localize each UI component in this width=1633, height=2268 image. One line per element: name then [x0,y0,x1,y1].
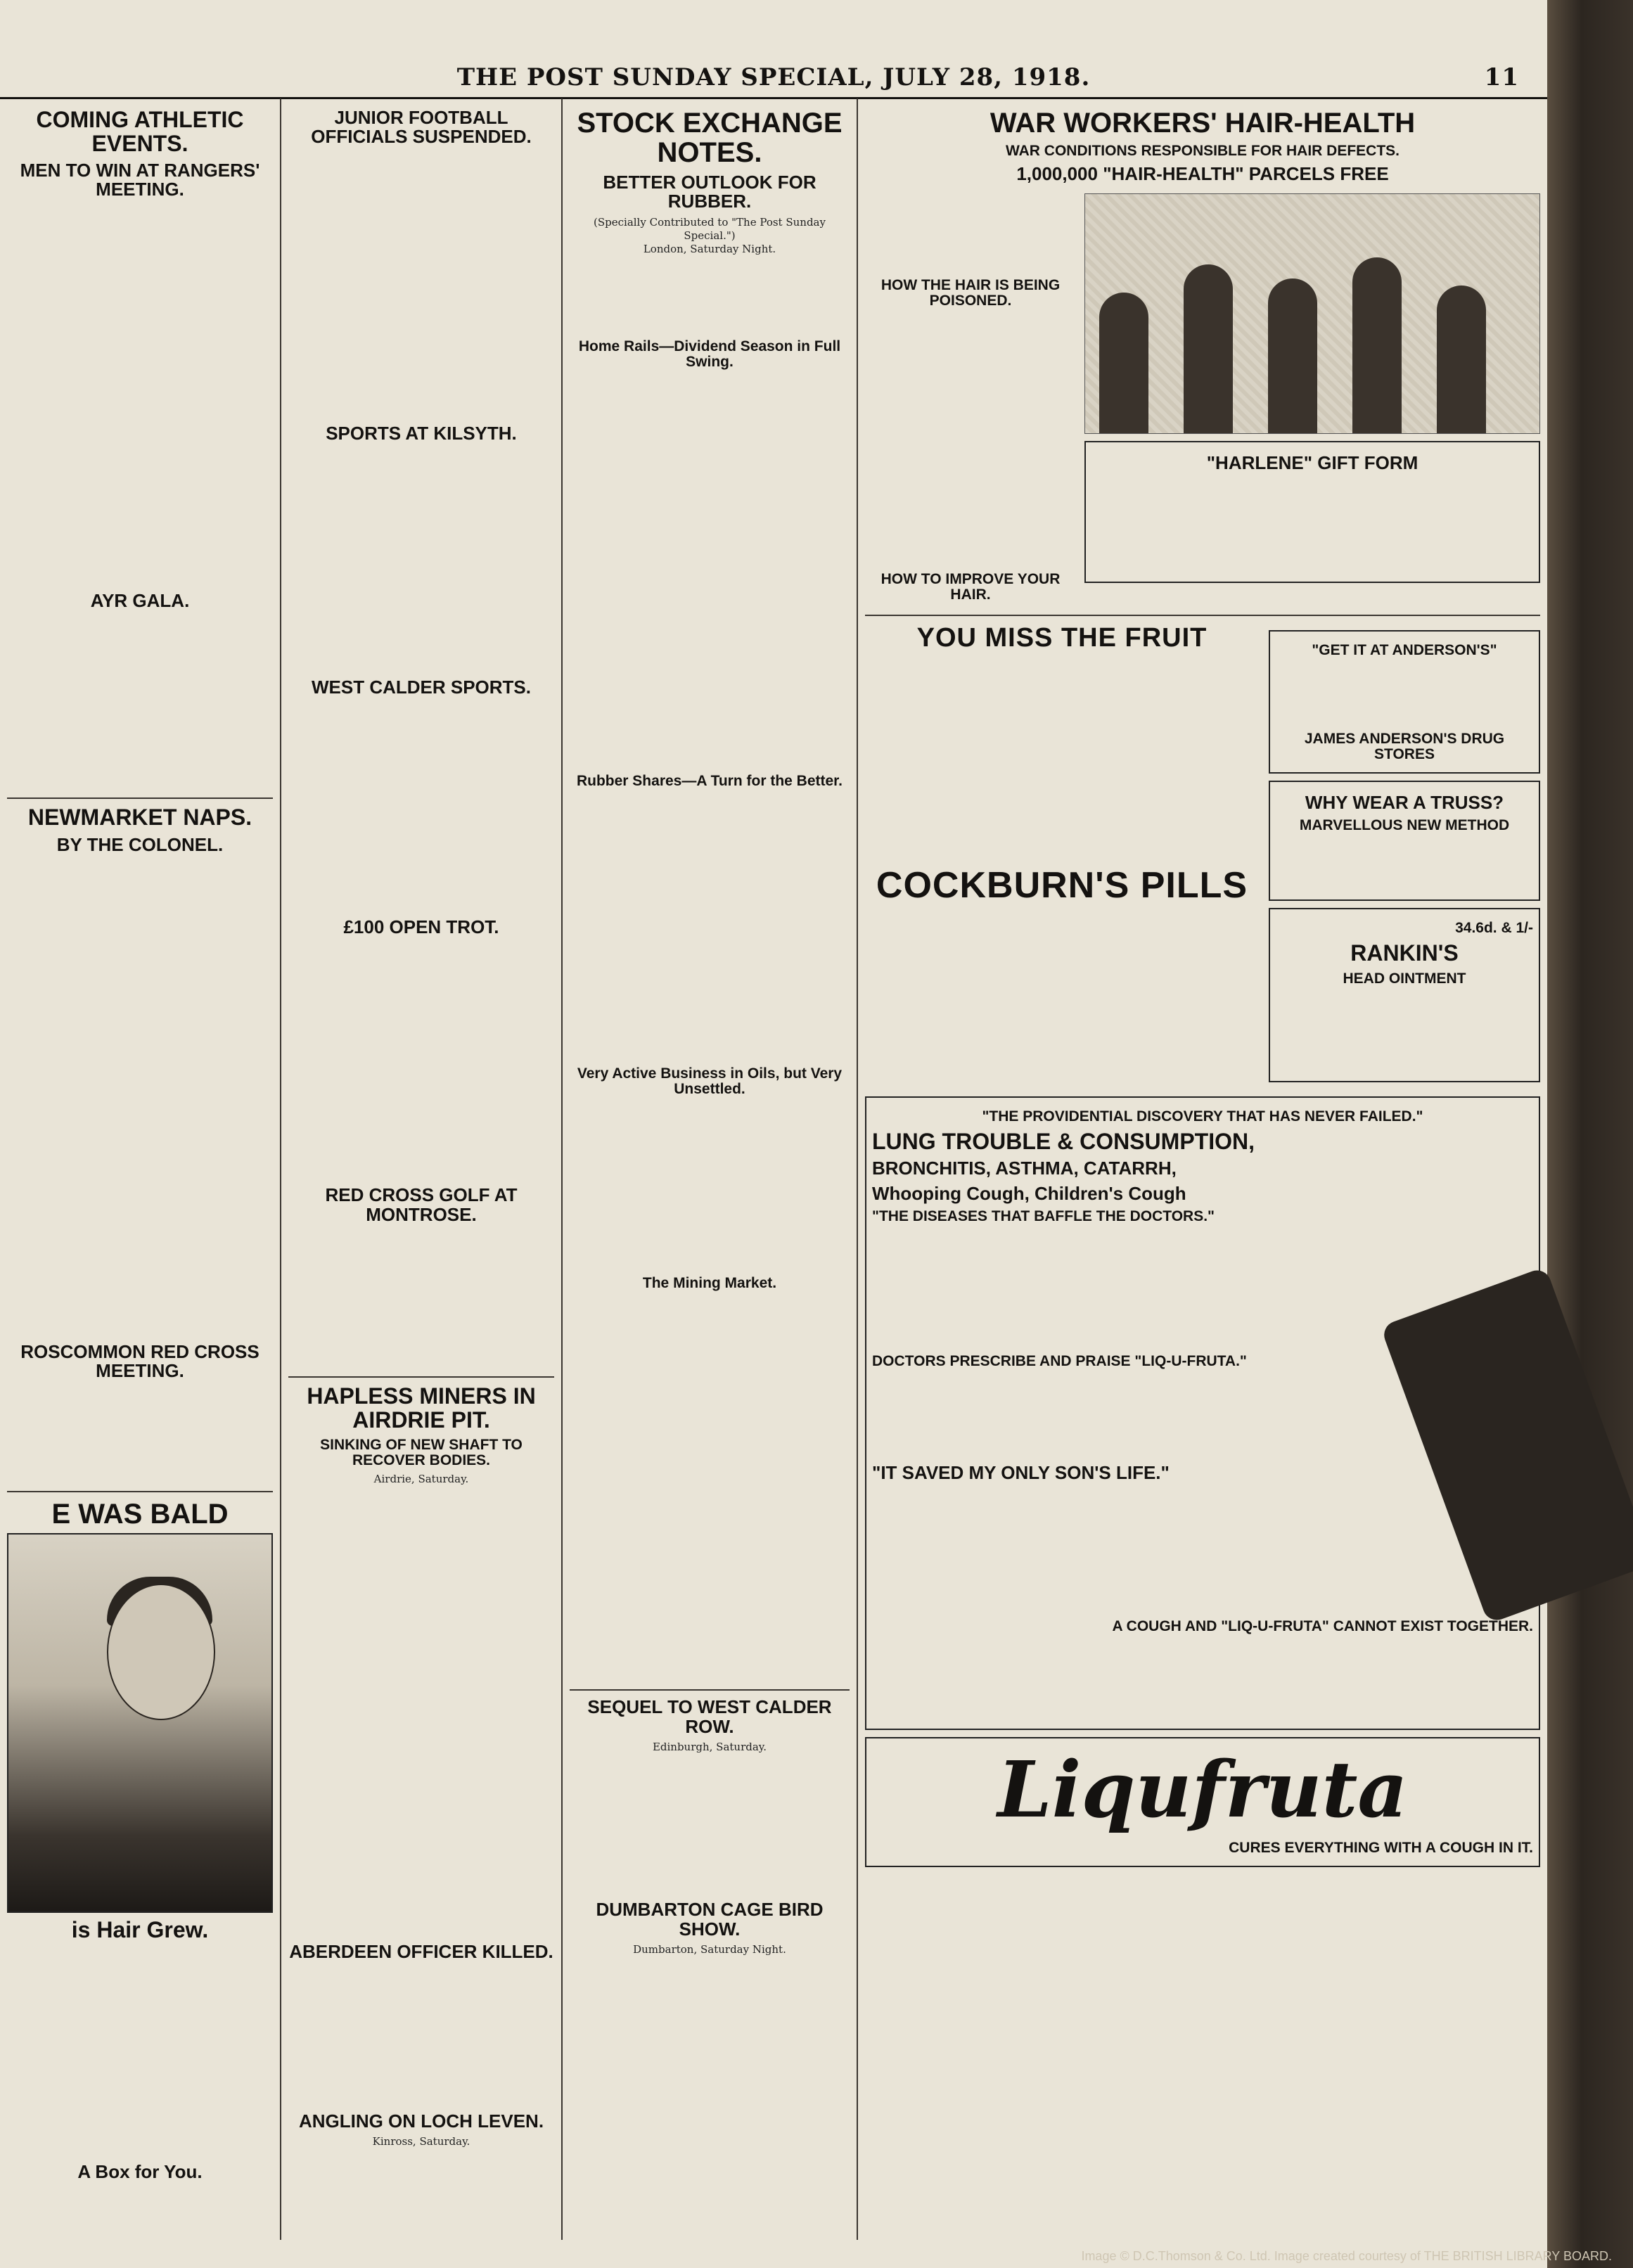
subhead-hair-poisoned: HOW THE HAIR IS BEING POISONED. [880,277,1061,309]
masthead [0,63,1547,99]
headline-open-trot: £100 OPEN TROT. [343,916,499,938]
article-text-area [865,313,1076,566]
headline-rangers-meeting: MEN TO WIN AT RANGERS' MEETING. [20,160,260,200]
divider [7,797,273,799]
article-text-area [288,151,554,418]
headline-box-for-you: A Box for You. [77,2161,203,2183]
headline-junior-football: JUNIOR FOOTBALL OFFICIALS SUSPENDED. [311,107,532,148]
ad-lung-saved-son: "IT SAVED MY ONLY SON'S LIFE." [872,1462,1170,1484]
lady-figure [1352,257,1402,433]
article-body [7,204,273,217]
headline-roscommon: ROSCOMMON RED CROSS MEETING. [20,1341,260,1382]
article-text-area [570,1754,850,1895]
subhead-rubber-shares: Rubber Shares—A Turn for the Better. [576,773,843,790]
portrait-face [107,1584,215,1720]
headline-hair-grew: is Hair Grew. [71,1916,209,1942]
ad-lung-sub3: "THE DISEASES THAT BAFFLE THE DOCTORS." [872,1207,1215,1224]
headline-sports-kilsyth: SPORTS AT KILSYTH. [326,422,517,444]
lady-figure [1184,264,1233,433]
ads-left [865,623,1259,1089]
byline: (Specially Contributed to "The Post Sunday Special.") [594,215,826,242]
ad-rankins [1269,908,1540,1082]
headline-athletic-events: COMING ATHLETIC EVENTS. [36,107,244,156]
article-text-area [288,1487,554,1937]
lady-figure [1268,278,1317,433]
headline-west-calder: WEST CALDER SPORTS. [311,676,531,698]
headline-west-calder-row: SEQUEL TO WEST CALDER ROW. [587,1696,832,1737]
image-credit: Image © D.C.Thomson & Co. Ltd. Image created courtesy of THE BRITISH LIBRARY BOARD. [1081,2249,1612,2263]
ad-hair-health-title: WAR WORKERS' HAIR-HEALTH [990,108,1416,139]
article-text-area [288,1229,554,1369]
ad-text-area [872,1487,1533,1613]
ad-miss-the-fruit: YOU MISS THE FRUIT [916,622,1208,653]
ad-lung-cough: A COUGH AND "LIQ-U-FRUTA" CANNOT EXIST TOGETHER. [1112,1618,1533,1635]
ad-text-area [1276,991,1533,1075]
ad-liqufruta [865,1737,1540,1867]
ad-rankins-sub: HEAD OINTMENT [1343,970,1466,987]
ad-truss-title: WHY WEAR A TRUSS? [1305,791,1504,813]
harlene-gift-form[interactable] [1084,441,1540,582]
article-text-area [7,1385,273,1484]
ad-andersons [1269,630,1540,774]
ad-truss-sub: MARVELLOUS NEW METHOD [1299,816,1510,833]
headline-stock-exchange: STOCK EXCHANGE NOTES. [577,108,843,168]
headline-hapless-miners: HAPLESS MINERS IN AIRDRIE PIT. [307,1383,536,1433]
ad-lung-doctors: DOCTORS PRESCRIBE AND PRAISE "LIQ-U-FRUTA." [872,1352,1247,1369]
headline-angling-loch-leven: ANGLING ON LOCH LEVEN. [298,2110,544,2132]
page-number: 11 [1484,63,1519,91]
column-1 [0,98,281,2240]
column-3 [563,98,858,2240]
ad-text-area [872,1639,1533,1723]
article-text-area [7,1946,273,2157]
ad-rankins-title: RANKIN'S [1350,940,1459,966]
form-text-area [1091,478,1533,576]
ad-liqufruta-logo: Liqufruta [997,1744,1408,1835]
ad-text-area [1276,838,1533,894]
dateline: Edinburgh, Saturday. [652,1741,767,1754]
ad-cockburns-pills: COCKBURN'S PILLS [876,864,1248,906]
dateline: Airdrie, Saturday. [373,1473,469,1486]
divider [288,1376,554,1378]
article-text-area [7,220,273,586]
ad-lung-title: LUNG TROUBLE & CONSUMPTION, [872,1128,1255,1154]
subhead-improve-hair: HOW TO IMPROVE YOUR HAIR. [880,571,1061,603]
article-text-area [288,447,554,672]
article-text-area [570,793,850,1061]
divider [865,615,1540,616]
lady-figure [1437,286,1486,433]
dateline: London, Saturday Night. [643,242,776,255]
article-text-area [7,859,273,1337]
headline-was-bald: E WAS BALD [51,1498,229,1530]
headline-red-cross-golf: RED CROSS GOLF AT MONTROSE. [325,1184,518,1225]
article-text-area [570,374,850,768]
article-text-area [570,1295,850,1682]
headline-by-the-colonel: BY THE COLONEL. [56,833,224,855]
ads-right [1269,623,1540,1089]
headline-sinking-shaft: SINKING OF NEW SHAFT TO RECOVER BODIES. [320,1437,523,1469]
dateline: Dumbarton, Saturday Night. [633,1942,786,1956]
ad-lung-sub1: BRONCHITIS, ASTHMA, CATARRH, [872,1158,1177,1179]
article-text-area [570,1101,850,1270]
subhead-mining-market: The Mining Market. [642,1275,777,1292]
headline-rubber-outlook: BETTER OUTLOOK FOR RUBBER. [603,172,816,212]
headline-newmarket-naps: NEWMARKET NAPS. [27,805,252,831]
lady-figure [1099,293,1148,433]
subhead-home-rails: Home Rails—Dividend Season in Full Swing. [578,338,841,371]
article-text-area [7,615,273,790]
ad-liqufruta-tagline: CURES EVERYTHING WITH A COUGH IN IT. [1229,1840,1533,1857]
subhead-oils: Very Active Business in Oils, but Very Unsettled. [577,1065,843,1098]
divider [7,1491,273,1492]
divider [570,1689,850,1691]
article-text-area [288,941,554,1180]
column-2 [281,98,563,2240]
ad-hair-health-parcels: 1,000,000 "HAIR-HEALTH" PARCELS FREE [1016,163,1389,185]
ad-text-area [865,653,1259,864]
hair-health-illustration-col [1084,188,1540,607]
article-text-area [288,701,554,912]
ad-andersons-title: "GET IT AT ANDERSON'S" [1312,641,1497,658]
ads-row [865,623,1540,1089]
masthead-title: THE POST SUNDAY SPECIAL, JULY 28, 1918. [456,63,1091,91]
dateline: Kinross, Saturday. [372,2135,470,2148]
ad-lung-sub2: Whooping Cough, Children's Cough [872,1182,1186,1204]
ad-text-area [1276,662,1533,726]
article-text-area [288,1966,554,2106]
article-text-area [865,188,1076,272]
column-4-adverts [858,98,1547,2240]
hair-health-body [865,188,1540,607]
ad-truss [1269,781,1540,901]
hair-health-text [865,188,1076,607]
headline-cage-bird-show: DUMBARTON CAGE BIRD SHOW. [596,1899,824,1940]
portrait-photo [7,1533,273,1913]
headline-ayr-gala: AYR GALA. [90,589,190,611]
ad-text-area [865,906,1259,1033]
article-text-area [570,256,850,333]
ad-hair-health-sub: WAR CONDITIONS RESPONSIBLE FOR HAIR DEFECTS. [1005,143,1400,159]
harlene-form-title: "HARLENE" GIFT FORM [1206,452,1419,474]
ad-lung-headline: "THE PROVIDENTIAL DISCOVERY THAT HAS NEVER FAILED." [982,1108,1423,1125]
ad-rankins-price: 34.6d. & 1/- [1455,920,1533,937]
women-illustration [1084,193,1540,434]
ad-andersons-stores: JAMES ANDERSON'S DRUG STORES [1304,730,1505,762]
headline-aberdeen-officer: ABERDEEN OFFICER KILLED. [289,1940,553,1962]
book-binding [1547,0,1633,2268]
